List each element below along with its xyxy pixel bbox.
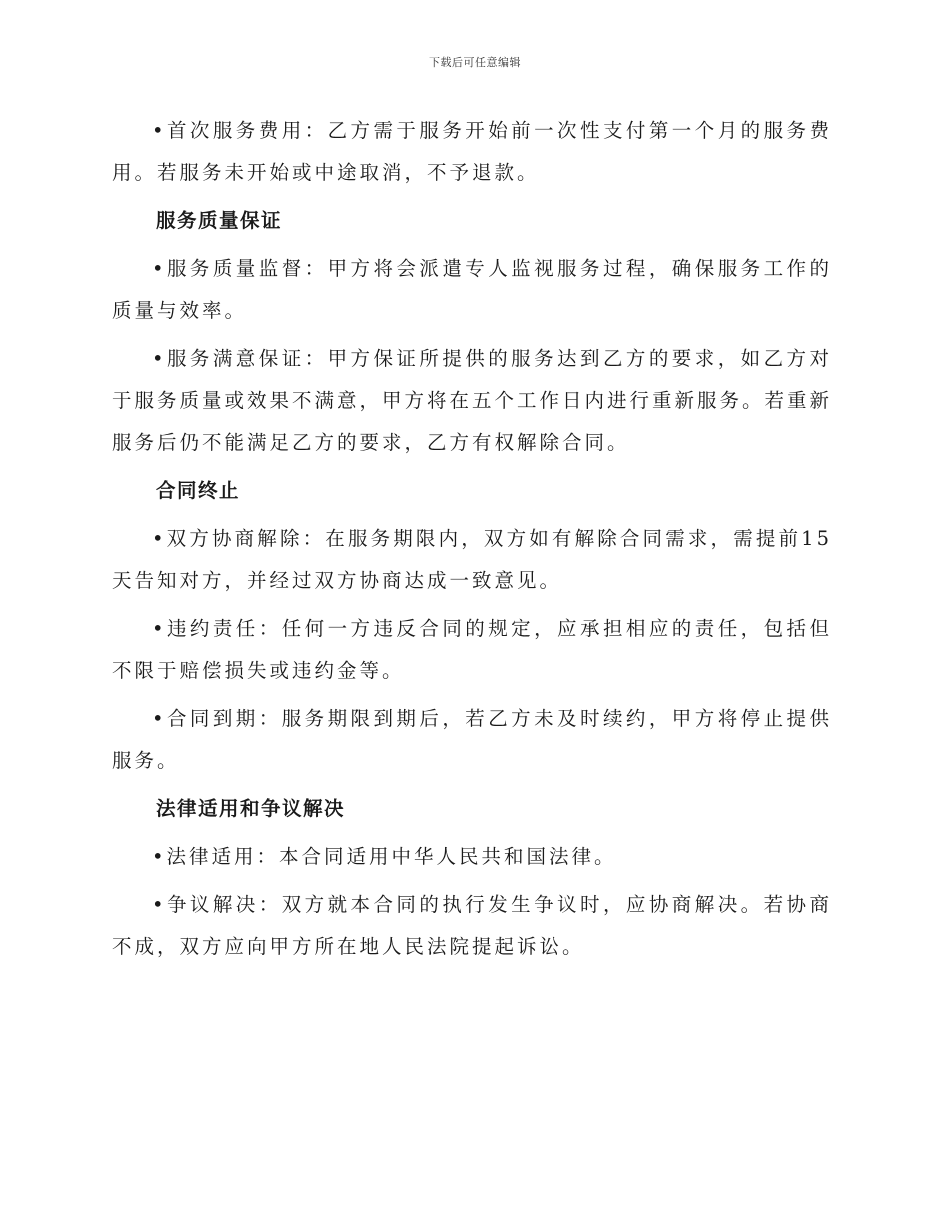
page-header: 下载后可任意编辑 <box>429 56 521 69</box>
paragraph-satisfaction-guarantee: •服务满意保证：甲方保证所提供的服务达到乙方的要求，如乙方对于服务质量或效果不满意，甲方将在五个工作日内进行重新服务。若重新服务后仍不能满足乙方的要求，乙方有权解除合同。 <box>112 347 833 454</box>
paragraph-first-service-fee: •首次服务费用：乙方需于服务开始前一次性支付第一个月的服务费用。若服务未开始或中途取消，不予退款。 <box>112 119 832 184</box>
paragraph-applicable-law: •法律适用：本合同适用中华人民共和国法律。 <box>152 845 617 868</box>
section-heading-termination: 合同终止 <box>156 479 241 502</box>
section-heading-law: 法律适用和争议解决 <box>156 797 346 820</box>
paragraph-contract-expiry: •合同到期：服务期限到期后，若乙方未及时续约，甲方将停止提供服务。 <box>112 707 832 772</box>
document-body <box>112 110 832 974</box>
paragraph-breach-liability: •违约责任：任何一方违反合同的规定，应承担相应的责任，包括但不限于赔偿损失或违约金等。 <box>112 617 832 682</box>
paragraph-quality-supervision: •服务质量监督：甲方将会派遣专人监视服务过程，确保服务工作的质量与效率。 <box>112 257 832 322</box>
paragraph-dispute-resolution: •争议解决：双方就本合同的执行发生争议时，应协商解决。若协商不成，双方应向甲方所在地人民法院提起诉讼。 <box>112 893 832 958</box>
section-heading-quality: 服务质量保证 <box>156 209 283 232</box>
paragraph-mutual-termination: •双方协商解除：在服务期限内，双方如有解除合同需求，需提前15天告知对方，并经过双方协商达成一致意见。 <box>112 527 832 592</box>
